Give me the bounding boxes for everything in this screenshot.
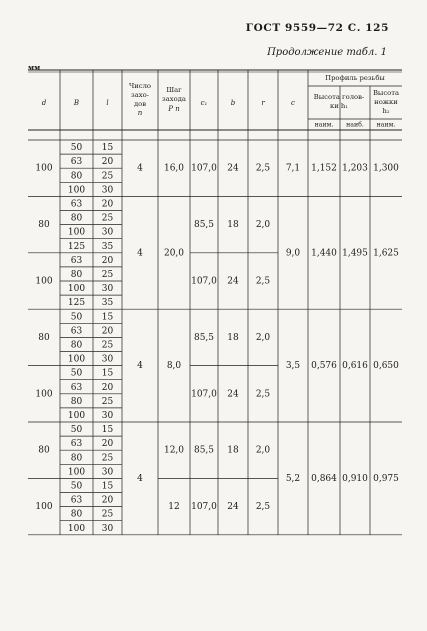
cell-starts: 4 — [137, 163, 143, 174]
cell-c1: 107,0 — [191, 389, 217, 400]
cell-b: 24 — [227, 276, 239, 287]
cell-r: 2,5 — [255, 276, 271, 287]
cell-h1-max: 0,910 — [342, 473, 368, 484]
cell-l-length: 25 — [101, 171, 114, 182]
cell-b-width: 100 — [67, 467, 86, 478]
cell-l-length: 30 — [101, 284, 114, 295]
cell-b-width: 63 — [70, 326, 83, 337]
cell-b-width: 63 — [70, 382, 83, 393]
cell-b: 24 — [227, 389, 239, 400]
cell-b-width: 63 — [70, 157, 83, 168]
cell-h2-min: 1,625 — [373, 248, 399, 259]
cell-l-length: 25 — [101, 213, 114, 224]
cell-l-length: 35 — [101, 241, 114, 252]
cell-b-width: 100 — [67, 523, 86, 534]
header-n-line4: n — [137, 109, 143, 117]
header-h2-min: наим. — [376, 121, 396, 129]
cell-b: 24 — [227, 502, 239, 513]
cell-pitch: 12,0 — [163, 445, 185, 456]
cell-b: 24 — [227, 163, 239, 174]
header-b: b — [230, 99, 236, 107]
cell-l-length: 30 — [101, 354, 114, 365]
cell-c1: 107,0 — [191, 163, 217, 174]
cell-b-width: 100 — [67, 354, 86, 365]
cell-h1-max: 0,616 — [342, 361, 368, 372]
header-h1-min: наим. — [314, 121, 334, 129]
cell-l-length: 25 — [101, 269, 114, 280]
cell-d: 80 — [38, 332, 50, 343]
cell-pitch: 12 — [168, 502, 180, 513]
cell-starts: 4 — [137, 361, 143, 372]
cell-l-length: 20 — [101, 326, 114, 337]
cell-r: 2,5 — [255, 163, 271, 174]
header-n-line3: дов — [133, 100, 147, 108]
cell-b-width: 80 — [70, 396, 83, 407]
cell-b-width: 50 — [70, 143, 83, 154]
cell-l-length: 15 — [101, 312, 114, 323]
cell-pitch: 20,0 — [163, 248, 185, 259]
cell-r: 2,0 — [255, 445, 271, 456]
cell-l-length: 30 — [101, 410, 114, 421]
cell-d: 80 — [38, 220, 50, 231]
cell-b-width: 50 — [70, 481, 83, 492]
cell-b-width: 125 — [67, 298, 86, 309]
cell-l-length: 20 — [101, 199, 114, 210]
header-h2-line3: h₂ — [382, 107, 390, 115]
cell-b-width: 125 — [67, 241, 86, 252]
cell-b-width: 50 — [70, 425, 83, 436]
header-r: r — [261, 99, 265, 107]
cell-c1: 107,0 — [191, 502, 217, 513]
cell-c1: 107,0 — [191, 276, 217, 287]
cell-d: 100 — [35, 163, 53, 174]
cell-h1-min: 0,864 — [311, 473, 337, 484]
cell-c: 3,5 — [285, 361, 301, 372]
units-label: мм — [28, 63, 41, 72]
cell-l-length: 30 — [101, 467, 114, 478]
cell-c: 7,1 — [285, 163, 301, 174]
cell-l-length: 20 — [101, 255, 114, 266]
cell-b-width: 80 — [70, 171, 83, 182]
header-h2-line2: ножки — [374, 98, 398, 106]
cell-starts: 4 — [137, 473, 143, 484]
cell-c: 9,0 — [285, 248, 301, 259]
cell-d: 100 — [35, 389, 53, 400]
table-continuation-label: Продолжение табл. 1 — [267, 47, 387, 58]
cell-b: 18 — [227, 445, 239, 456]
cell-b-width: 100 — [67, 185, 86, 196]
cell-h1-min: 1,440 — [311, 248, 337, 259]
cell-l-length: 15 — [101, 425, 114, 436]
cell-l-length: 35 — [101, 298, 114, 309]
cell-b-width: 80 — [70, 269, 83, 280]
cell-b-width: 100 — [67, 410, 86, 421]
cell-l-length: 15 — [101, 368, 114, 379]
header-c1: c₁ — [200, 99, 208, 107]
cell-l-length: 30 — [101, 185, 114, 196]
cell-l-length: 25 — [101, 340, 114, 351]
cell-r: 2,5 — [255, 502, 271, 513]
cell-l-length: 30 — [101, 227, 114, 238]
cell-b: 18 — [227, 332, 239, 343]
cell-h1-min: 0,576 — [311, 361, 337, 372]
cell-l-length: 15 — [101, 143, 114, 154]
cell-h2-min: 0,975 — [373, 473, 399, 484]
header-n-line1: Число — [128, 82, 152, 90]
cell-l-length: 30 — [101, 523, 114, 534]
cell-pitch: 16,0 — [163, 163, 185, 174]
cell-b-width: 100 — [67, 227, 86, 238]
cell-r: 2,0 — [255, 332, 271, 343]
header-pitch-line1: Шаг — [166, 86, 182, 94]
cell-l-length: 20 — [101, 439, 114, 450]
cell-b-width: 80 — [70, 509, 83, 520]
cell-c: 5,2 — [285, 473, 301, 484]
cell-b-width: 80 — [70, 453, 83, 464]
cell-h1-min: 1,152 — [311, 163, 337, 174]
header-n-line2: захо- — [131, 91, 149, 99]
cell-h2-min: 0,650 — [373, 361, 399, 372]
header-b-width: B — [73, 99, 80, 107]
cell-l-length: 25 — [101, 396, 114, 407]
cell-l-length: 25 — [101, 453, 114, 464]
cell-b-width: 50 — [70, 312, 83, 323]
header-h1-line1: Высота голов- — [313, 93, 365, 101]
cell-b-width: 63 — [70, 199, 83, 210]
cell-l-length: 20 — [101, 382, 114, 393]
cell-b-width: 50 — [70, 368, 83, 379]
header-h1-line2: ки h₁ — [329, 102, 349, 110]
cell-b-width: 63 — [70, 255, 83, 266]
cell-r: 2,5 — [255, 389, 271, 400]
cell-r: 2,0 — [255, 220, 271, 231]
header-h1-max: наиб. — [346, 121, 364, 129]
cell-c1: 85,5 — [193, 332, 215, 343]
cell-h1-max: 1,203 — [342, 163, 368, 174]
cell-b-width: 80 — [70, 213, 83, 224]
cell-l-length: 20 — [101, 157, 114, 168]
cell-b-width: 100 — [67, 284, 86, 295]
header-d: d — [41, 99, 47, 107]
header-pitch-line2: захода — [162, 95, 186, 103]
cell-l-length: 15 — [101, 481, 114, 492]
cell-l-length: 25 — [101, 509, 114, 520]
header-l-length: l — [106, 99, 109, 107]
cell-pitch: 8,0 — [166, 361, 182, 372]
cell-c1: 85,5 — [193, 220, 215, 231]
header-pitch-line3: P n — [168, 105, 180, 113]
header-c: c — [291, 99, 295, 107]
header-thread-profile: Профиль резьбы — [325, 74, 385, 82]
cell-d: 100 — [35, 502, 53, 513]
cell-h1-max: 1,495 — [342, 248, 368, 259]
cell-starts: 4 — [137, 248, 143, 259]
cell-b-width: 80 — [70, 340, 83, 351]
cell-b-width: 63 — [70, 495, 83, 506]
cell-c1: 85,5 — [193, 445, 215, 456]
cell-b-width: 63 — [70, 439, 83, 450]
cell-l-length: 20 — [101, 495, 114, 506]
cell-b: 18 — [227, 220, 239, 231]
cell-d: 80 — [38, 445, 50, 456]
cell-h2-min: 1,300 — [373, 163, 399, 174]
cell-d: 100 — [35, 276, 53, 287]
header-h2-line1: Высота — [372, 89, 400, 97]
standard-reference: ГОСТ 9559—72 С. 125 — [245, 22, 389, 34]
